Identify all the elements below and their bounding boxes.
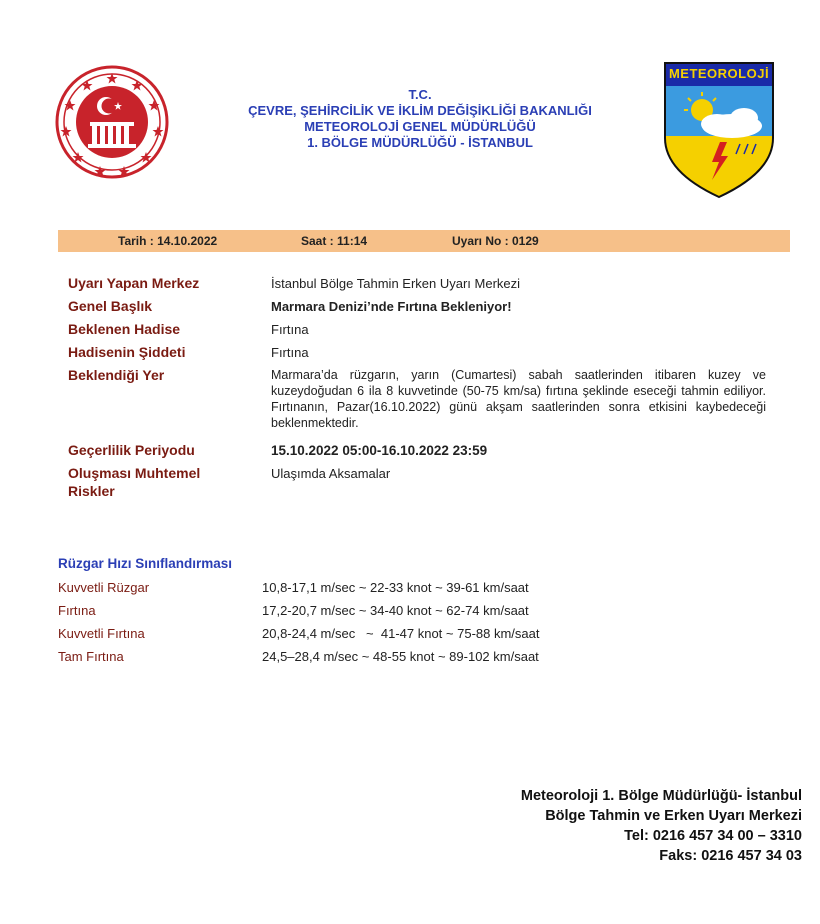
info-bar [58,230,790,252]
footer-center: Bölge Tahmin ve Erken Uyarı Merkezi [545,808,802,824]
wind-classification-title: Rüzgar Hızı Sınıflandırması [58,556,233,571]
header-directorate: METEOROLOJİ GENEL MÜDÜRLÜĞÜ [304,119,536,134]
general-title-value: Marmara Denizi’nde Fırtına Bekleniyor! [271,299,512,314]
expected-event-value: Fırtına [271,322,309,337]
header-regional-office: 1. BÖLGE MÜDÜRLÜĞÜ - İSTANBUL [307,135,533,150]
wind-class-name: Tam Fırtına [58,649,124,664]
wind-class-name: Kuvvetli Rüzgar [58,580,150,595]
meteoroloji-logo [662,60,776,200]
validity-period-label: Geçerlilik Periyodu [68,442,195,458]
footer-office: Meteoroloji 1. Bölge Müdürlüğü- İstanbul [520,788,802,804]
possible-risks-label-line1: Oluşması Muhtemel [68,465,201,481]
validity-period-value: 15.10.2022 05:00-16.10.2022 23:59 [271,443,488,458]
wind-class-range: 10,8-17,1 m/sec ~ 22-33 knot ~ 39-61 km/saat [262,580,529,595]
header-ministry: ÇEVRE, ŞEHİRCİLİK VE İKLİM DEĞİŞİKLİĞİ BAKANLIĞI [248,103,592,118]
warning-date: Tarih : 14.10.2022 [118,234,218,248]
wind-class-range: 17,2-20,7 m/sec ~ 34-40 knot ~ 62-74 km/saat [262,603,529,618]
wind-class-range: 24,5–28,4 m/sec ~ 48-55 knot ~ 89-102 km/saat [262,649,539,664]
wind-class-name: Kuvvetli Fırtına [58,626,145,641]
expected-location-label: Beklendiği Yer [68,367,165,383]
footer-phone: Tel: 0216 457 34 00 – 3310 [624,828,802,844]
expected-event-label: Beklenen Hadise [68,321,181,337]
event-severity-label: Hadisenin Şiddeti [68,344,186,360]
general-title-label: Genel Başlık [68,298,153,314]
ministry-seal-logo [54,64,170,180]
possible-risks-value: Ulaşımda Aksamalar [271,466,391,481]
meteoroloji-logo-text: METEOROLOJİ [668,66,770,81]
event-severity-value: Fırtına [271,345,309,360]
wind-class-name: Fırtına [58,603,96,618]
warning-time: Saat : 11:14 [301,234,368,248]
issuing-center-label: Uyarı Yapan Merkez [68,275,200,291]
warning-number: Uyarı No : 0129 [452,234,539,248]
footer-fax: Faks: 0216 457 34 03 [659,848,802,864]
wind-class-range: 20,8-24,4 m/sec ~ 41-47 knot ~ 75-88 km/saat [262,626,540,641]
issuing-center-value: İstanbul Bölge Tahmin Erken Uyarı Merkezi [271,276,521,291]
expected-location-value: Marmara’da rüzgarın, yarın (Cumartesi) sabah saatlerinden itibaren kuzey ve kuzeydoğudan 6 ila 8 kuvvetinde (50-75 km/sa) fırtına şeklinde eseceği tahmin ediliyor. Fırtınanın, Pazar(16.10.2022) günü akşam saatlerinden sonra etkisini kaybedeceği beklenmektedir. [271,368,766,430]
header-tc: T.C. [408,87,432,102]
possible-risks-label-line2: Riskler [68,483,115,499]
